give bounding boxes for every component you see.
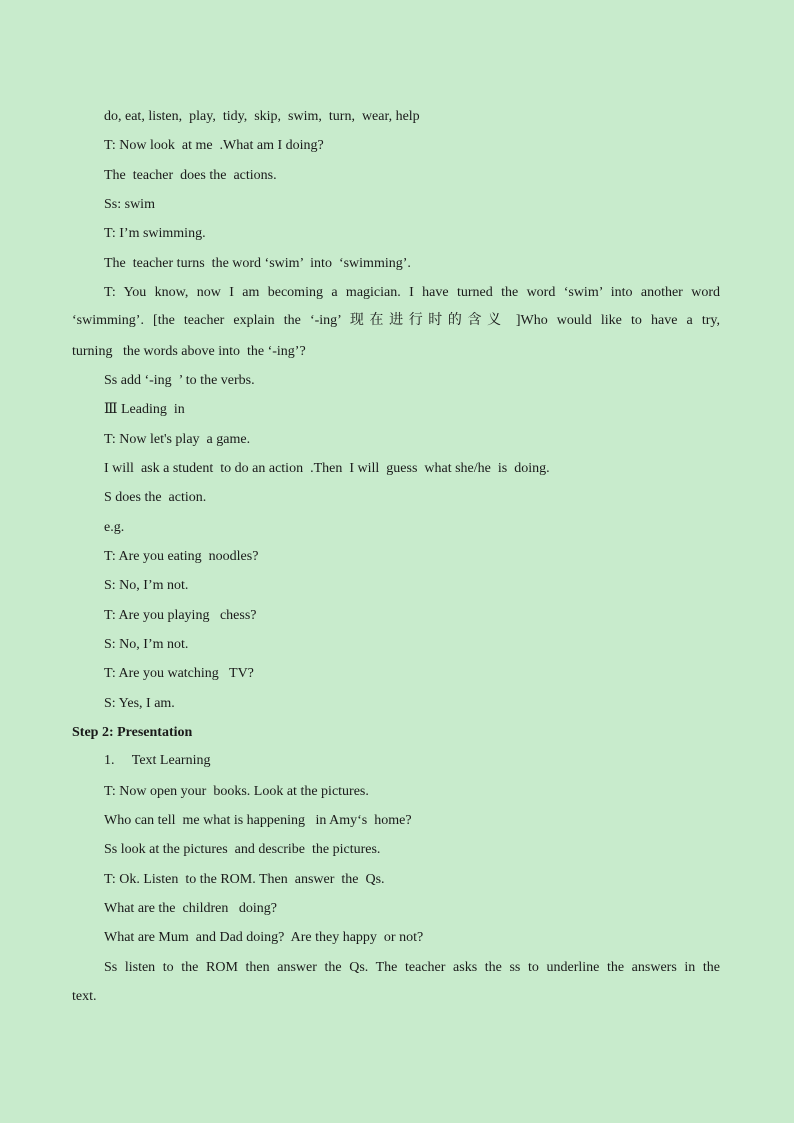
list-item: 1. Text Learning (104, 753, 211, 768)
text-line: T: Now let's play a game. (104, 432, 251, 447)
text-line: What are Mum and Dad doing? Are they happy or not? (104, 930, 424, 945)
paragraph-line: text. (72, 989, 97, 1004)
paragraph-line: ‘swimming’. [the teacher explain the ‘-ing’ 现在进行时的含义 ]Who would like to have a try, (72, 313, 720, 328)
section-heading: Ⅲ Leading in (104, 402, 185, 417)
text-line: T: Ok. Listen to the ROM. Then answer the Qs. (104, 872, 385, 887)
text-line: The teacher does the actions. (104, 168, 277, 183)
text-line: do, eat, listen, play, tidy, skip, swim, turn, wear, help (104, 109, 420, 124)
text-line: T: Now open your books. Look at the pictures. (104, 784, 369, 799)
text-line: S does the action. (104, 490, 207, 505)
paragraph-line: T: You know, now I am becoming a magician. I have turned the word ‘swim’ into another word (104, 285, 720, 300)
text-line: Ss: swim (104, 197, 155, 212)
text-line: I will ask a student to do an action .Then I will guess what she/he is doing. (104, 461, 550, 476)
paragraph-line: Ss listen to the ROM then answer the Qs. The teacher asks the ss to underline the answers in the (104, 960, 720, 975)
text-line: Who can tell me what is happening in Amy‘s home? (104, 813, 412, 828)
text-line: T: Now look at me .What am I doing? (104, 138, 324, 153)
text-line: S: No, I’m not. (104, 637, 189, 652)
text-line: e.g. (104, 520, 125, 535)
text-line: T: Are you playing chess? (104, 608, 257, 623)
text-line: S: No, I’m not. (104, 578, 189, 593)
text-line: T: Are you eating noodles? (104, 549, 259, 564)
paragraph-line: turning the words above into the ‘-ing’? (72, 344, 306, 359)
text-line: Ss look at the pictures and describe the pictures. (104, 842, 381, 857)
text-line: What are the children doing? (104, 901, 277, 916)
text-line: T: Are you watching TV? (104, 666, 254, 681)
text-line: S: Yes, I am. (104, 696, 175, 711)
text-line: T: I’m swimming. (104, 226, 206, 241)
text-line: The teacher turns the word ‘swim’ into ‘swimming’. (104, 256, 411, 271)
text-line: Ss add ‘-ing ’ to the verbs. (104, 373, 255, 388)
step-heading: Step 2: Presentation (72, 725, 193, 740)
